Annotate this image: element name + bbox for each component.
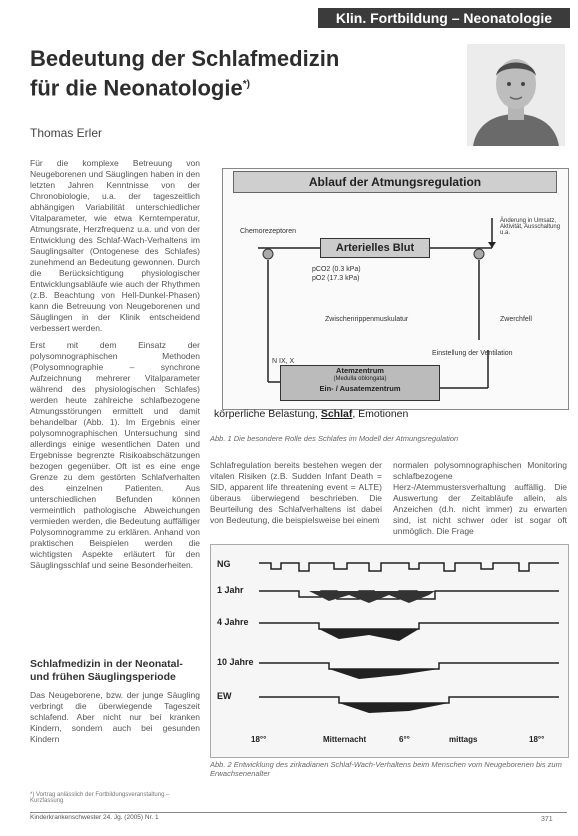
intercostal-label: Zwischenrippenmuskulatur — [325, 316, 409, 323]
po2-label: pO2 (17.3 kPa) — [312, 275, 360, 282]
factor-sleep: Schlaf — [320, 408, 353, 420]
respiratory-center-sub: (Medulla oblongata) — [333, 376, 387, 382]
author-name: Thomas Erler — [30, 126, 103, 140]
arterial-blood-box: Arterielles Blut — [320, 238, 430, 258]
row-label-ng: NG — [217, 559, 231, 569]
article-title-line1: Bedeutung der Schlafmedizin — [30, 46, 340, 71]
mid-text-right: normalen polysomnographischen Monitoring schlafbezogene Herz-/Atemmustersverhaltung auffällig. Die Auswertung der Zeitabläufe allein, als Anzeichen (d.h. nicht immer) zu erwarten sind, ist nicht schwer oder ist sogar oft unmöglich. Die Frage — [393, 460, 567, 536]
respiratory-center-box — [280, 365, 440, 401]
respiratory-center-title: Atemzentrum — [336, 366, 384, 375]
footer-rule — [30, 812, 567, 813]
journal-footer: Kinderkrankenschwester 24. Jg. (2005) Nr. 1 — [30, 814, 159, 821]
sleep-pattern-graph — [259, 555, 559, 720]
section-header-label: Klin. Fortbildung – Neonatologie — [335, 10, 553, 26]
section-header-bar — [318, 8, 570, 28]
footnote: *) Vortrag anlässlich der Fortbildungsveranstaltung – Kurzfassung — [30, 792, 170, 804]
figure2-caption: Abb. 2 Entwicklung des zirkadianen Schlaf-Wach-Verhaltens beim Menschen vom Neugeborenen bis zum Erwachsenenalter — [210, 760, 562, 778]
chemoreceptor-label: Chemorezeptoren — [240, 228, 297, 235]
title-footnote-mark: *) — [242, 79, 250, 90]
x-tick-6: 6°° — [399, 735, 410, 744]
row-label-4-jahre: 4 Jahre — [217, 617, 249, 627]
author-photo — [467, 44, 565, 146]
left-column — [30, 158, 200, 577]
x-tick-midday: mittags — [449, 735, 478, 744]
figure2-chart — [210, 544, 569, 758]
x-tick-18-end: 18°° — [529, 735, 545, 744]
change-note: Änderung in Umsatz, Aktivität, Ausschaltung u.a. — [500, 218, 561, 236]
influence-factors — [214, 408, 408, 420]
article-title — [30, 46, 339, 101]
section-heading-line2: und frühen Säuglingsperiode — [30, 671, 176, 683]
paragraph-intro: Für die komplexe Betreuung von Neugeborenen und Säuglingen haben in den letzten Jahren Kenntnisse von der Chronobiologie, u.a. der tageszeitlich abhängigen Variabilität unterschiedlicher Vitalparameter, wie etwa Kerntemperatur, Atmungsrate, Herzfrequenz u.a. und von der Entwicklung des Schlaf-Wach-Verhaltens im Sauglingsalter (Ontogenese des Schlafes) zunehmend an Bedeutung gewonnen. Durch die Berücksichtigung physiologischer Entwicklungsabläufe wie auch der Rhythmen (z.B. Beachtung von Hell-Dunkel-Phasen) kann die Betreuung von Neugeborenen und Säuglingen in der Klinik entscheidend verbessert werden. — [30, 158, 200, 333]
nerve-label: N IX, X — [272, 358, 295, 365]
factor-physical: körperliche Belastung, — [214, 408, 321, 420]
section-heading — [30, 658, 200, 684]
respiratory-center-name: Ein- / Ausatemzentrum — [319, 384, 401, 393]
article-title-line2: für die Neonatologie — [30, 75, 243, 101]
pco2-label: pCO2 (0.3 kPa) — [312, 266, 361, 273]
paragraph-polysomnography: Erst mit dem Einsatz der polysomnographischen Methoden (Polysomnographie – synchrone Aufzeichnung mehrerer Vitalparameter während des physiologischen Schlafes) werden heute zahlreiche schlafbezogene Atmungsstörungen ermittelt und damit behandelbar (Abb. 1). Im Ergebnis einer polysomnographischen Untersuchung sind allerdings einige wesentlichen Daten und Ergebnisse begrenzte Risikoabschätzungen bezogen gegenüber. Oft ist es eine enge Grenze zu dem gestörten Schlafverhalten des einzelnen Patienten. Aus unterschiedlichen Befunden können vermeintlich pathologische Abweichungen vermieden werden, die Bedeutung auffälliger Polysomnogramme zu erklären. Anhand von praktischen Beispielen werden die wichtigsten Aspekte erläutert für den Säuglingsschlaf und seine Besonderheiten. — [30, 340, 200, 570]
row-label-10-jahre: 10 Jahre — [217, 657, 254, 667]
figure1-caption: Abb. 1 Die besondere Rolle des Schlafes im Modell der Atmungsregulation — [210, 434, 459, 443]
page-number: 371 — [541, 816, 553, 823]
ventilation-label: Einstellung der Ventilation — [432, 350, 513, 357]
row-label-ew: EW — [217, 691, 232, 701]
x-tick-18-start: 18°° — [251, 735, 267, 744]
diaphragm-label: Zwerchfell — [500, 316, 532, 323]
row-label-1-jahr: 1 Jahr — [217, 585, 244, 595]
paragraph-neonatal: Das Neugeborene, bzw. der junge Säugling verbringt die überwiegende Tageszeit schlafend. Aber nicht nur bei kranken Kindern, sondern auch bei gesunden Kindern — [30, 690, 200, 744]
x-tick-midnight: Mitternacht — [323, 735, 367, 744]
figure1-title: Ablauf der Atmungsregulation — [233, 171, 557, 193]
factor-emotions: , Emotionen — [352, 408, 409, 420]
mid-text-left: Schlafregulation bereits bestehen wegen der vitalen Risiken (z.B. Sudden Infant Death = SID, apparent life threatening event = ALTE) überaus überwiegend beschrieben. Die Beurteilung des Schlafverhaltens ist dabei von Bedeutung, die beispielsweise bei einem — [210, 460, 382, 525]
section-heading-line1: Schlafmedizin in der Neonatal- — [30, 658, 183, 670]
